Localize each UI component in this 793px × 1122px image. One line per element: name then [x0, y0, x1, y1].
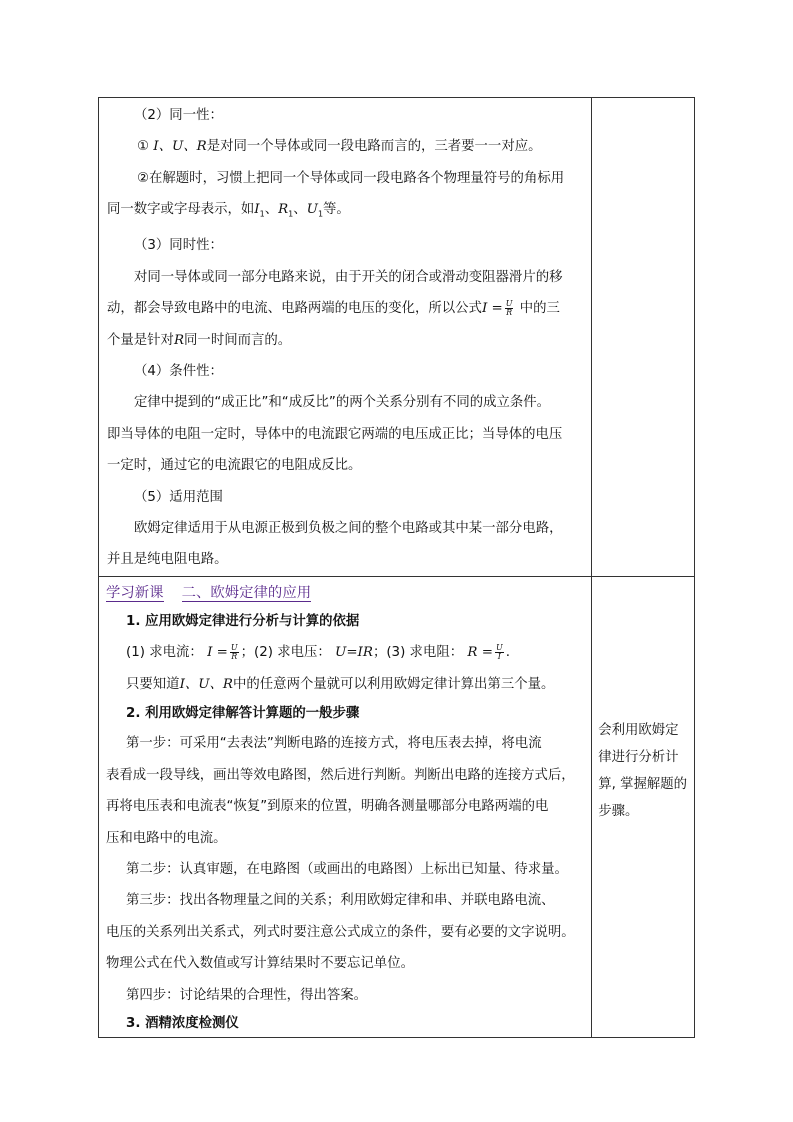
- subheading: 1. 应用欧姆定律进行分析与计算的依据: [126, 614, 360, 629]
- paragraph: ① I、U、R是对同一个导体或同一段电路而言的，三者要一一对应。: [137, 139, 542, 155]
- paragraph: （4）条件性：: [134, 363, 223, 379]
- side-cell: [592, 98, 695, 577]
- paragraph: （5）适用范围: [134, 489, 223, 505]
- paragraph: 第二步：认真审题，在电路图（或画出的电路图）上标出已知量、待求量。: [126, 862, 568, 878]
- paragraph: （2）同一性：: [134, 108, 223, 123]
- paragraph: 即当导体的电阻一定时，导体中的电流跟它两端的电压成正比；当导体的电压: [107, 426, 563, 442]
- table-row: [99, 98, 695, 577]
- formula-line: (1) 求电流： I = $\frac{U}{R}$ ；(2) 求电压： U=IR；(3) 求电阻： R = $\frac{U}{I}$ .: [126, 642, 510, 661]
- content-cell: [99, 98, 592, 577]
- content-cell: [99, 577, 592, 1038]
- paragraph: 对同一导体或同一部分电路来说，由于开关的闭合或滑动变阻器滑片的移: [134, 269, 563, 285]
- paragraph: （3）同时性：: [134, 238, 223, 254]
- fraction: $\frac{U}{R}$: [230, 642, 238, 661]
- paragraph: 定律中提到的“成正比”和“成反比”的两个关系分别有不同的成立条件。: [134, 395, 551, 411]
- paragraph: 电压的关系列出关系式，列式时要注意公式成立的条件，要有必要的文字说明。: [106, 924, 575, 940]
- paragraph: 压和电路中的电流。: [106, 830, 227, 846]
- subheading: 3. 酒精浓度检测仪: [126, 1016, 239, 1032]
- paragraph: 表看成一段导线，画出等效电路图，然后进行判断。判断出电路的连接方式后，: [106, 767, 575, 783]
- lesson-table: [98, 97, 695, 1038]
- paragraph: 物理公式在代入数值或写计算结果时不要忘记单位。: [106, 956, 414, 972]
- fraction: $\frac{U}{I}$: [495, 642, 503, 661]
- paragraph: 动，都会导致电路中的电流、电路两端的电压的变化，所以公式I = $\frac{U}{R}$ 中的三: [107, 298, 560, 317]
- fraction: $\frac{U}{R}$: [505, 298, 513, 317]
- table-row: [99, 577, 695, 1038]
- section-heading: 学习新课 二、欧姆定律的应用: [106, 585, 312, 601]
- paragraph: 个量是针对R同一时间而言的。: [107, 332, 292, 348]
- paragraph: 并且是纯电阻电路。: [107, 552, 228, 568]
- paragraph: 欧姆定律适用于从电源正极到负极之间的整个电路或其中某一部分电路，: [134, 520, 563, 536]
- paragraph: 第一步：可采用“去表法”判断电路的连接方式，将电压表去掉，将电流: [126, 736, 542, 752]
- paragraph: ②在解题时，习惯上把同一个导体或同一段电路各个物理量符号的角标用: [137, 170, 565, 186]
- paragraph: 一定时，通过它的电流跟它的电阻成反比。: [107, 458, 362, 474]
- paragraph: 只要知道I、U、R中的任意两个量就可以利用欧姆定律计算出第三个量。: [126, 677, 555, 692]
- side-cell: [592, 577, 695, 1038]
- paragraph: 第四步：讨论结果的合理性，得出答案。: [126, 987, 368, 1003]
- paragraph: 第三步：找出各物理量之间的关系；利用欧姆定律和串、并联电路电流、: [126, 893, 555, 909]
- paragraph: 同一数字或字母表示，如$I_1$、$R_1$、$U_1$等。: [107, 202, 350, 219]
- objective-note: 会利用欧姆定 律进行分析计 算, 掌握解题的 步骤。: [598, 723, 688, 819]
- paragraph: 再将电压表和电流表“恢复”到原来的位置，明确各测量哪部分电路两端的电: [106, 799, 549, 815]
- subheading: 2. 利用欧姆定律解答计算题的一般步骤: [126, 706, 360, 722]
- formula: I =: [481, 301, 503, 317]
